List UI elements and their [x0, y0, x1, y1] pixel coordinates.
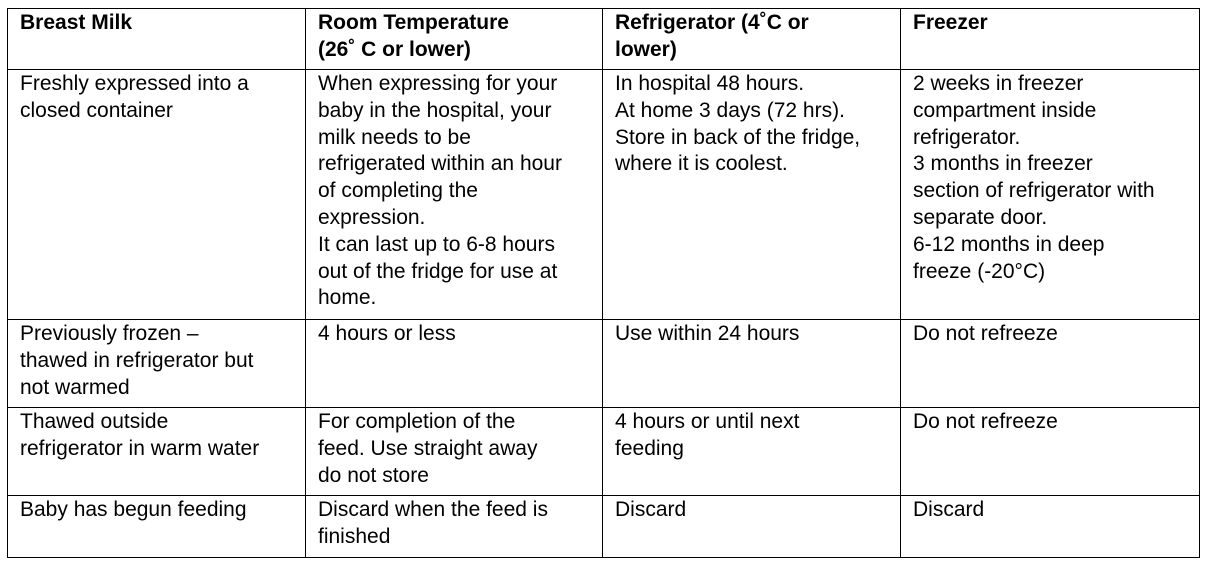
header-freezer: [901, 9, 1200, 70]
breast-milk-storage-table: [7, 8, 1200, 558]
cell-line: Do not refreeze: [913, 322, 1058, 345]
cell-refrigerator: [603, 496, 901, 558]
cell-line: At home 3 days (72 hrs).: [615, 98, 845, 122]
cell-line: where it is coolest.: [615, 152, 788, 176]
cell-line: Do not refreeze: [913, 410, 1058, 433]
table-row: [8, 496, 1200, 558]
cell-room-temperature: [306, 496, 603, 558]
cell-line: Discard when the feed is: [318, 498, 548, 521]
cell-freezer: [901, 320, 1200, 408]
cell-line: In hospital 48 hours.: [615, 72, 805, 95]
cell-freezer: [901, 408, 1200, 496]
cell-line: When expressing for your: [318, 72, 558, 95]
cell-line: feeding: [615, 436, 684, 460]
cell-line: home.: [318, 286, 377, 310]
cell-line: milk needs to be: [318, 125, 471, 149]
cell-breast-milk: [8, 496, 306, 558]
table-row: [8, 408, 1200, 496]
cell-line: thawed in refrigerator but: [20, 348, 254, 372]
cell-line: do not store: [318, 463, 429, 487]
cell-line: Freshly expressed into a: [20, 72, 249, 95]
cell-line: Store in back of the fridge,: [615, 125, 861, 149]
cell-refrigerator: [603, 320, 901, 408]
table-row: [8, 70, 1200, 320]
cell-line: closed container: [20, 98, 173, 122]
cell-line: Thawed outside: [20, 410, 169, 433]
header-line: (26˚ C or lower): [318, 37, 471, 61]
cell-line: feed. Use straight away: [318, 436, 538, 460]
header-line: lower): [615, 37, 677, 61]
cell-freezer: [901, 496, 1200, 558]
header-line: Room Temperature: [318, 11, 509, 34]
cell-room-temperature: [306, 408, 603, 496]
table-row: [8, 320, 1200, 408]
cell-line: Previously frozen –: [20, 322, 199, 345]
cell-line: 3 months in freezer: [913, 152, 1093, 176]
cell-line: 4 hours or less: [318, 322, 456, 345]
cell-refrigerator: [603, 408, 901, 496]
cell-freezer: [901, 70, 1200, 320]
cell-line: baby in the hospital, your: [318, 98, 552, 122]
cell-line: finished: [318, 524, 391, 548]
header-row: [8, 9, 1200, 70]
cell-line: freeze (-20°C): [913, 259, 1046, 283]
header-line: Refrigerator (4˚C or: [615, 11, 809, 34]
cell-breast-milk: [8, 320, 306, 408]
cell-line: separate door.: [913, 205, 1048, 229]
cell-line: 6-12 months in deep: [913, 232, 1105, 256]
header-line: Freezer: [913, 11, 988, 34]
cell-line: refrigerated within an hour: [318, 152, 562, 176]
cell-line: For completion of the: [318, 410, 516, 433]
cell-line: 4 hours or until next: [615, 410, 800, 433]
cell-breast-milk: [8, 70, 306, 320]
cell-line: Discard: [913, 498, 985, 521]
cell-line: Use within 24 hours: [615, 322, 800, 345]
cell-line: section of refrigerator with: [913, 179, 1155, 203]
header-line: Breast Milk: [20, 11, 133, 34]
cell-line: of completing the: [318, 179, 478, 203]
cell-line: compartment inside: [913, 98, 1097, 122]
cell-line: 2 weeks in freezer: [913, 72, 1084, 95]
cell-line: expression.: [318, 205, 426, 229]
cell-refrigerator: [603, 70, 901, 320]
cell-line: It can last up to 6-8 hours: [318, 232, 555, 256]
header-room-temperature: [306, 9, 603, 70]
cell-line: Baby has begun feeding: [20, 498, 247, 521]
cell-line: Discard: [615, 498, 687, 521]
header-refrigerator: [603, 9, 901, 70]
cell-line: refrigerator in warm water: [20, 436, 260, 460]
cell-room-temperature: [306, 320, 603, 408]
cell-line: not warmed: [20, 375, 130, 399]
cell-breast-milk: [8, 408, 306, 496]
cell-room-temperature: [306, 70, 603, 320]
cell-line: out of the fridge for use at: [318, 259, 558, 283]
header-breast-milk: [8, 9, 306, 70]
cell-line: refrigerator.: [913, 125, 1021, 149]
